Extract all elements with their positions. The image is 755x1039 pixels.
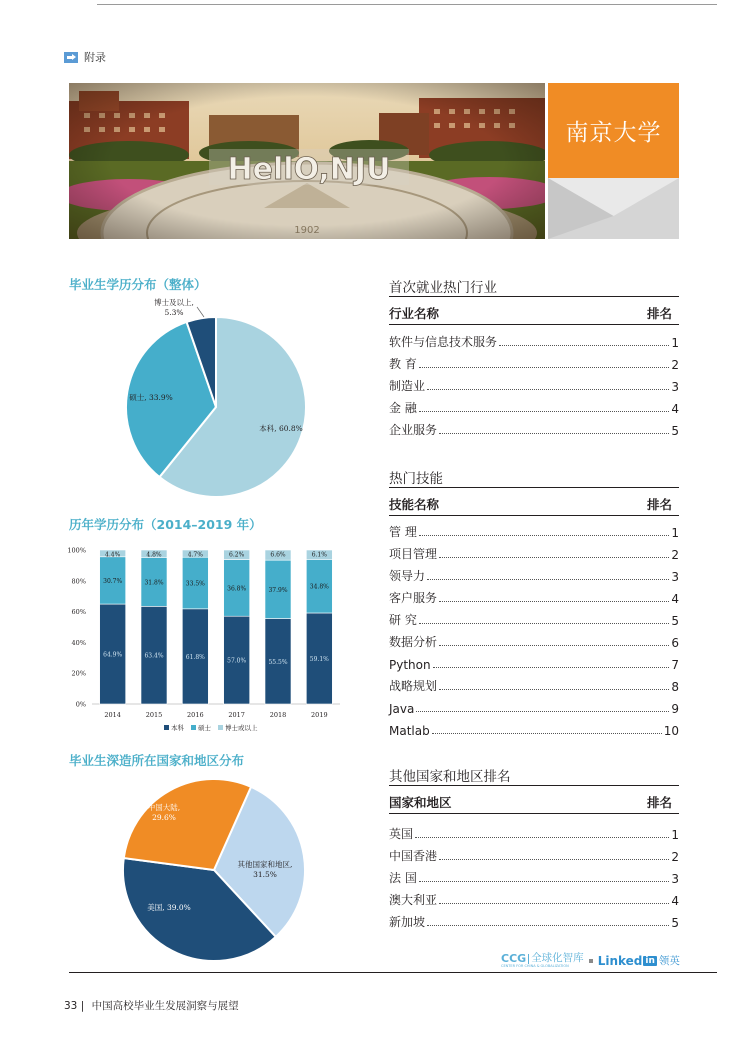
- list-item-rank: 3: [671, 570, 679, 584]
- list-item-rank: 5: [671, 424, 679, 438]
- list-item-name: 法 国: [389, 871, 417, 885]
- ccg-en-text: CENTER FOR CHINA & GLOBALIZATION: [501, 964, 569, 968]
- y-tick-label: 40%: [71, 638, 86, 647]
- legend-label: 本科: [171, 724, 184, 732]
- list-item-rank: 4: [671, 894, 679, 908]
- list-item: [389, 518, 679, 540]
- bar-value-label: 6.1%: [311, 551, 327, 559]
- skills-title: 热门技能: [389, 471, 443, 487]
- countries-list: [389, 820, 679, 930]
- bar-value-label: 4.7%: [187, 551, 203, 559]
- list-item: [389, 716, 679, 738]
- legend-label: 博士或以上: [225, 724, 258, 732]
- dot-leader: [439, 557, 669, 558]
- bar-value-label: 55.5%: [268, 658, 288, 666]
- list-item-rank: 2: [671, 850, 679, 864]
- bar-value-label: 36.8%: [227, 585, 247, 593]
- list-item-name: 中国香港: [389, 849, 438, 863]
- ccg-text: CCG: [501, 952, 527, 965]
- countries-col-rank: 排名: [647, 795, 673, 810]
- dot-leader: [427, 389, 669, 390]
- x-tick-label: 2017: [228, 711, 245, 719]
- list-item-rank: 9: [671, 702, 679, 716]
- dot-leader: [419, 881, 670, 882]
- bar-value-label: 31.8%: [144, 579, 164, 587]
- bar-value-label: 30.7%: [103, 577, 123, 585]
- list-item-name: 领导力: [389, 569, 426, 583]
- pie1-chart: [69, 295, 369, 505]
- list-item-name: Matlab: [389, 724, 430, 738]
- list-item-rank: 6: [671, 636, 679, 650]
- list-item-rank: 2: [671, 548, 679, 562]
- list-item: [389, 694, 679, 716]
- dot-leader: [419, 367, 670, 368]
- dot-leader: [415, 837, 669, 838]
- x-tick-label: 2018: [269, 711, 287, 719]
- list-item-rank: 5: [671, 916, 679, 930]
- list-item: [389, 606, 679, 628]
- page-number: 33 |: [64, 1000, 85, 1012]
- logo-separator: [589, 959, 593, 963]
- list-item: [389, 394, 679, 416]
- footer-rule: [69, 972, 717, 973]
- dot-leader: [439, 689, 669, 690]
- list-item: [389, 864, 679, 886]
- list-item-name: 数据分析: [389, 635, 438, 649]
- list-item: [389, 372, 679, 394]
- pie-label-1: 美国, 39.0%: [147, 903, 191, 912]
- list-item-name: 新加坡: [389, 915, 426, 929]
- appendix-text: 附录: [84, 51, 106, 64]
- footer-logos: [501, 953, 680, 969]
- list-item-rank: 1: [671, 828, 679, 842]
- countries-head-rule: [389, 813, 679, 814]
- list-item-rank: 4: [671, 592, 679, 606]
- bar-value-label: 37.9%: [268, 586, 288, 594]
- list-item-name: 战略规划: [389, 679, 438, 693]
- dot-leader: [433, 667, 670, 668]
- list-item-name: 客户服务: [389, 591, 438, 605]
- list-item-rank: 5: [671, 614, 679, 628]
- skills-list: [389, 518, 679, 738]
- industry-list: [389, 328, 679, 438]
- skills-col-name: 技能名称: [389, 497, 440, 512]
- dot-leader: [439, 645, 669, 646]
- industry-title: 首次就业热门行业: [389, 280, 497, 296]
- skills-rule: [389, 487, 679, 488]
- y-tick-label: 0%: [75, 700, 86, 709]
- list-item-name: 教 育: [389, 357, 417, 371]
- bar-value-label: 61.8%: [185, 653, 205, 661]
- pie1-title: 毕业生学历分布（整体）: [69, 277, 207, 292]
- list-item-rank: 1: [671, 336, 679, 350]
- dot-leader: [432, 733, 662, 734]
- x-tick-label: 2014: [104, 711, 121, 719]
- bar-title: 历年学历分布（2014–2019 年）: [69, 517, 262, 532]
- industry-col-rank: 排名: [647, 306, 673, 321]
- bar-value-label: 6.2%: [229, 551, 245, 559]
- linkedin-cn-text: 领英: [658, 955, 680, 968]
- list-item: [389, 886, 679, 908]
- bar-value-label: 59.1%: [309, 655, 329, 663]
- dot-leader: [416, 711, 669, 712]
- dot-leader: [439, 433, 669, 434]
- list-item: [389, 908, 679, 930]
- dot-leader: [439, 859, 669, 860]
- linkedin-in-badge: in: [645, 955, 655, 966]
- pie-label2-2: 29.6%: [152, 813, 176, 822]
- dot-leader: [419, 535, 670, 536]
- bar-value-label: 4.4%: [105, 551, 121, 559]
- bar-value-label: 4.8%: [146, 551, 162, 559]
- list-item-rank: 3: [671, 380, 679, 394]
- countries-col-name: 国家和地区: [389, 795, 452, 810]
- dot-leader: [419, 623, 670, 624]
- bar-value-label: 34.8%: [309, 583, 329, 591]
- list-item: [389, 842, 679, 864]
- legend-label: 硕士: [198, 724, 211, 732]
- list-item: [389, 540, 679, 562]
- pie1-leader-line: [197, 307, 204, 317]
- pie-label-2: 中国大陆,: [147, 803, 181, 812]
- y-tick-label: 80%: [71, 577, 86, 586]
- pie-label-2: 博士及以上,: [154, 298, 194, 307]
- list-item-name: Java: [389, 702, 415, 716]
- list-item: [389, 350, 679, 372]
- list-item-name: 管 理: [389, 525, 417, 539]
- dot-leader: [499, 345, 669, 346]
- list-item: [389, 584, 679, 606]
- countries-title: 其他国家和地区排名: [389, 769, 511, 785]
- legend-swatch: [218, 725, 223, 730]
- list-item: [389, 820, 679, 842]
- list-item: [389, 562, 679, 584]
- campus-photo: [69, 83, 545, 239]
- top-rule: [97, 4, 717, 5]
- arrow-right-icon: [64, 52, 78, 63]
- industry-head-rule: [389, 324, 679, 325]
- pie2-title: 毕业生深造所在国家和地区分布: [69, 753, 245, 768]
- list-item: [389, 672, 679, 694]
- x-tick-label: 2015: [145, 711, 163, 719]
- ccg-divider: [528, 954, 529, 964]
- bar-value-label: 33.5%: [185, 580, 205, 588]
- list-item-name: 软件与信息技术服务: [389, 335, 498, 349]
- list-item: [389, 416, 679, 438]
- x-tick-label: 2019: [311, 711, 328, 719]
- skills-head-rule: [389, 515, 679, 516]
- list-item-rank: 7: [671, 658, 679, 672]
- y-tick-label: 20%: [71, 669, 86, 678]
- dot-leader: [427, 579, 669, 580]
- list-item-rank: 2: [671, 358, 679, 372]
- countries-rule: [389, 785, 679, 786]
- pie-label-0: 其他国家和地区,: [237, 860, 293, 869]
- skills-col-rank: 排名: [647, 497, 673, 512]
- pie2-chart: [69, 770, 369, 965]
- decorative-chevron: [548, 178, 679, 239]
- pie-label2-0: 31.5%: [253, 870, 277, 879]
- bar-value-label: 57.0%: [227, 657, 247, 665]
- x-tick-label: 2016: [187, 711, 204, 719]
- bar-value-label: 6.6%: [270, 551, 286, 559]
- page-footer: [64, 998, 239, 1013]
- dot-leader: [419, 411, 670, 412]
- list-item-rank: 10: [663, 724, 679, 738]
- y-tick-label: 60%: [71, 608, 86, 617]
- bar-value-label: 63.4%: [144, 652, 164, 660]
- list-item-name: 项目管理: [389, 547, 438, 561]
- appendix-label: [64, 49, 106, 65]
- list-item-rank: 1: [671, 526, 679, 540]
- industry-col-name: 行业名称: [389, 306, 440, 321]
- industry-rule: [389, 296, 679, 297]
- list-item-rank: 4: [671, 402, 679, 416]
- pie-label2-2: 5.3%: [164, 308, 184, 317]
- list-item-name: 研 究: [389, 613, 417, 627]
- list-item: [389, 328, 679, 350]
- dot-leader: [427, 925, 669, 926]
- university-name: 南京大学: [548, 83, 679, 178]
- ccg-cn-text: 全球化智库: [531, 952, 584, 965]
- bar-value-label: 64.9%: [103, 651, 123, 659]
- ccg-logo: [501, 953, 584, 969]
- pie-label-0: 本科, 60.8%: [259, 424, 303, 433]
- list-item-name: 金 融: [389, 401, 417, 415]
- list-item: [389, 650, 679, 672]
- list-item-rank: 8: [671, 680, 679, 694]
- list-item: [389, 628, 679, 650]
- list-item-name: 英国: [389, 827, 414, 841]
- linkedin-text: Linked: [597, 953, 643, 968]
- linkedin-logo: [598, 953, 680, 968]
- list-item-rank: 3: [671, 872, 679, 886]
- legend-swatch: [164, 725, 169, 730]
- pie-label-1: 硕士, 33.9%: [129, 393, 173, 402]
- dot-leader: [439, 903, 669, 904]
- list-item-name: 澳大利亚: [389, 893, 438, 907]
- list-item-name: 制造业: [389, 379, 426, 393]
- book-title: 中国高校毕业生发展洞察与展望: [91, 1000, 239, 1012]
- dot-leader: [439, 601, 669, 602]
- list-item-name: 企业服务: [389, 423, 438, 437]
- legend-swatch: [191, 725, 196, 730]
- bar-chart: [60, 540, 350, 740]
- y-tick-label: 100%: [67, 546, 86, 555]
- list-item-name: Python: [389, 658, 431, 672]
